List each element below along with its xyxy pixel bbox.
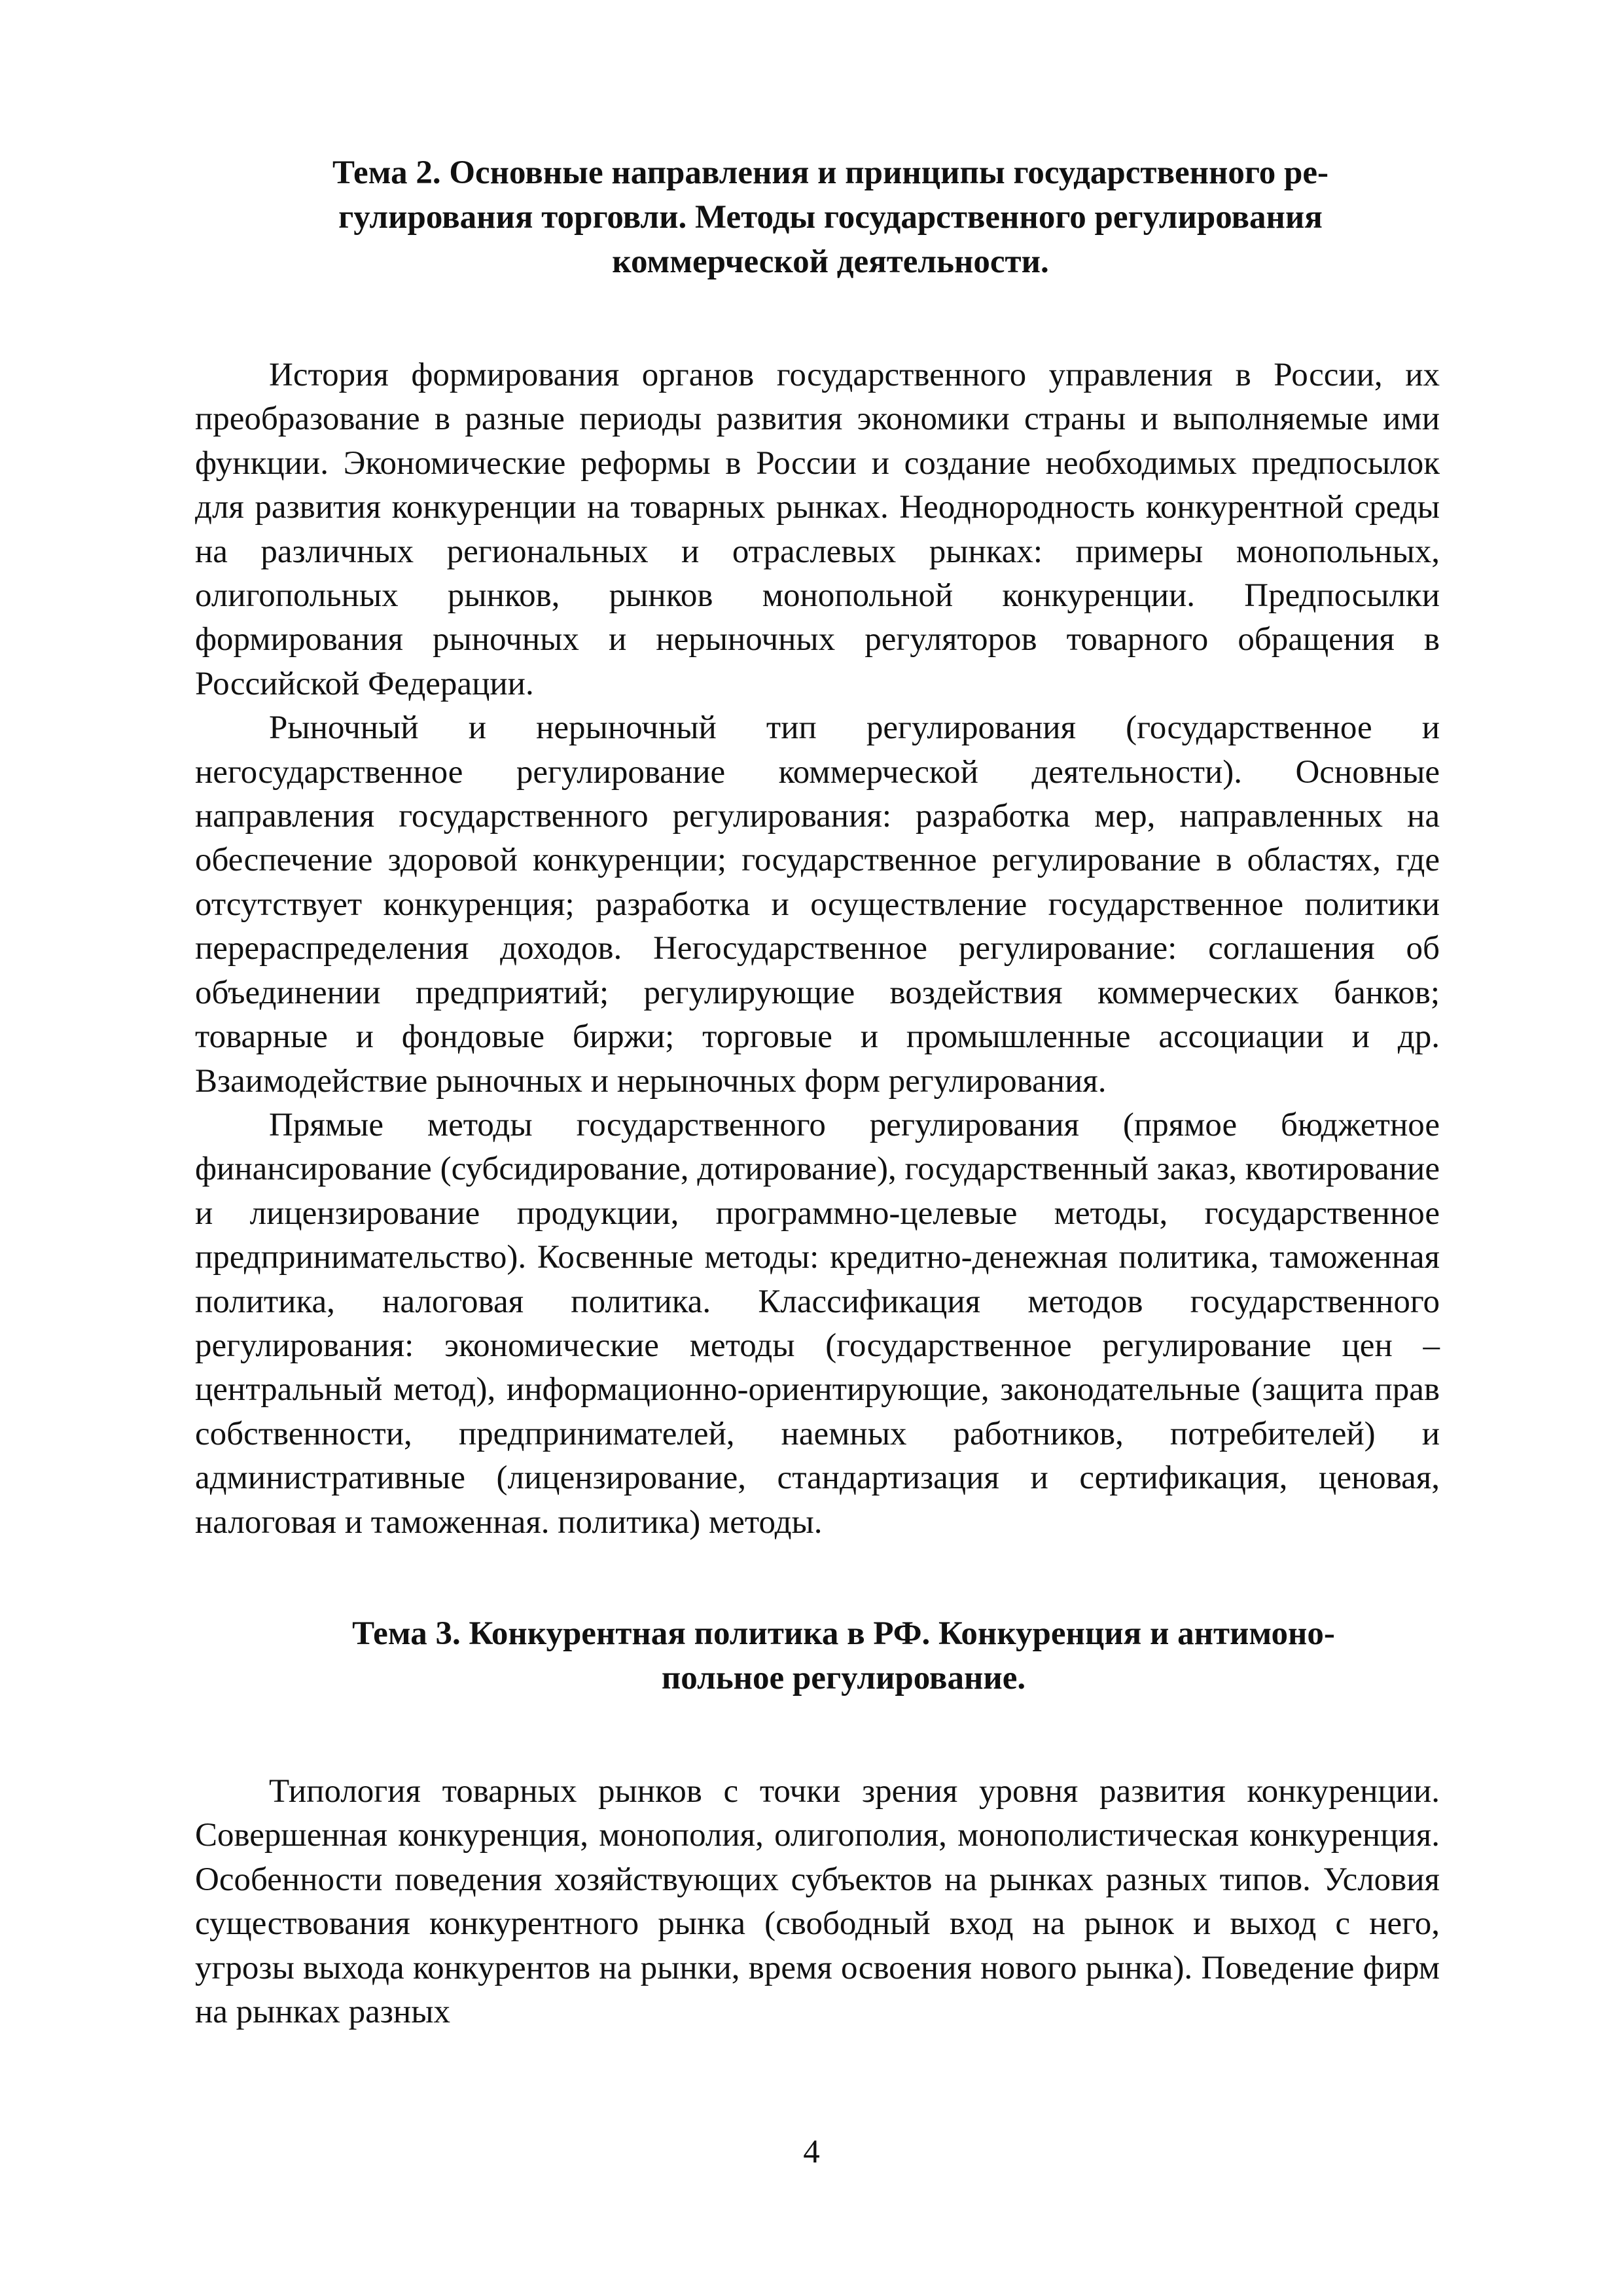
topic-2-heading-line: коммерческой деятельности. [612, 243, 1049, 280]
page-content [195, 151, 1440, 2034]
topic-2-heading [195, 151, 1440, 284]
topic-2-paragraph-regulation-types: Рыночный и нерыночный тип регулирования (государственное и негосударственное регулирование коммерческой деятельности). Основные направления государственного регулирования: разработка мер, направленных на обеспечение здоровой конкуренции; государственное регулирование в областях, где отсутствует конкуренция; разработка и осуществление государственное политики перераспределения доходов. Негосударственное регулирование: соглашения об объединении предприятий; регулирующие воздействия коммерческих банков; товарные и фондовые биржи; торговые и промышленные ассоциации и др. Взаимодействие рыночных и нерыночных форм регулирования. [195, 709, 1440, 1100]
topic-2-paragraph-methods: Прямые методы государственного регулирования (прямое бюджетное финансирование (субсидирование, дотирование), государственный заказ, квотирование и лицензирование продукции, программно-целевые методы, государственное предпринимательство). Косвенные методы: кредитно-денежная политика, таможенная политика, налоговая политика. Классификация методов государственного регулирования: экономические методы (государственное регулирование цен – центральный метод), информационно-ориентирующие, законодательные (защита прав собственности, предпринимателей, наемных работников, потребителей) и административные (лицензирование, стандартизация и сертификация, ценовая, налоговая и таможенная. политика) методы. [195, 1106, 1440, 1541]
topic-2-heading-line: Тема 2. Основные направления и принципы государственного ре- [332, 154, 1329, 191]
topic-2-heading-line: гулирования торговли. Методы государственного регулирования [338, 199, 1323, 236]
page-number: 4 [803, 2134, 820, 2170]
topic-2-paragraph-history: История формирования органов государственного управления в России, их преобразование в разные периоды развития экономики страны и выполняемые ими функции. Экономические реформы в России и создание необходимых предпосылок для развития конкуренции на товарных рынках. Неоднородность конкурентной среды на различных региональных и отраслевых рынках: примеры монопольных, олигопольных рынков, рынков монопольной конкуренции. Предпосылки формирования рыночных и нерыночных регуляторов товарного обращения в Российской Федерации. [195, 357, 1440, 702]
topic-3-heading-line: Тема 3. Конкурентная политика в РФ. Конкуренция и антимоно- [352, 1615, 1335, 1652]
topic-3-heading-line: польное регулирование. [661, 1659, 1026, 1696]
topic-3-heading [195, 1611, 1440, 1700]
topic-3-paragraph-typology: Типология товарных рынков с точки зрения уровня развития конкуренции. Совершенная конкуренция, монополия, олигополия, монополистическая конкуренция. Особенности поведения хозяйствующих субъектов на рынках разных типов. Условия существования конкурентного рынка (свободный вход на рынок и выход с него, угрозы выхода конкурентов на рынки, время освоения нового рынка). Поведение фирм на рынках разных [195, 1772, 1440, 2030]
